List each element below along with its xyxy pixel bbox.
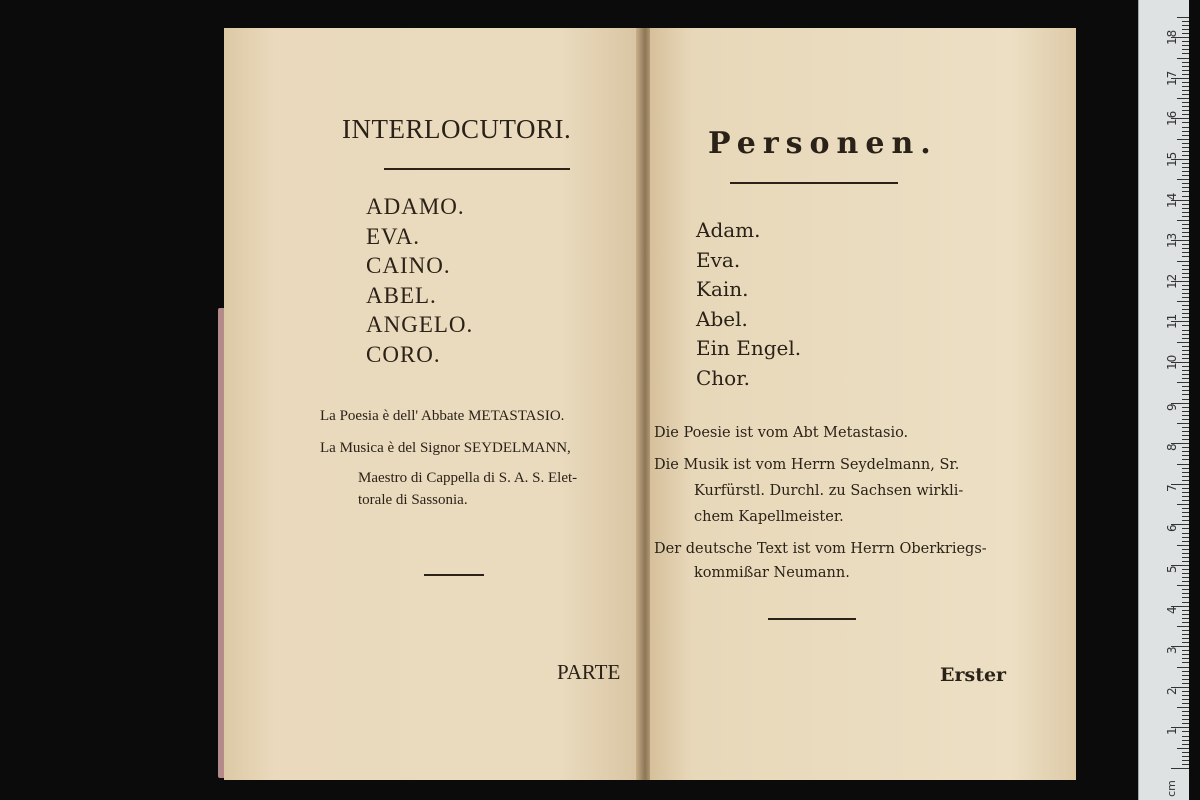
ruler-tick bbox=[1182, 679, 1189, 680]
ruler-tick bbox=[1182, 703, 1189, 704]
character-name: Kain. bbox=[696, 277, 749, 301]
ruler-label: 8 bbox=[1165, 443, 1179, 452]
ruler-tick bbox=[1182, 86, 1189, 87]
show-through-text bbox=[524, 218, 529, 241]
ruler-tick bbox=[1182, 711, 1189, 712]
ruler-tick bbox=[1177, 17, 1189, 18]
ruler-tick bbox=[1182, 573, 1189, 574]
ruler-tick bbox=[1182, 82, 1189, 83]
ruler-tick bbox=[1182, 695, 1189, 696]
character-name: Chor. bbox=[696, 365, 750, 390]
ruler-tick bbox=[1182, 191, 1189, 192]
ruler-tick bbox=[1182, 654, 1189, 655]
ruler-tick bbox=[1182, 683, 1189, 684]
ruler-tick bbox=[1182, 252, 1189, 253]
ruler-tick bbox=[1182, 699, 1189, 700]
ruler-tick bbox=[1182, 435, 1189, 436]
ruler-tick bbox=[1177, 179, 1189, 180]
ruler-tick bbox=[1182, 752, 1189, 753]
ruler-tick bbox=[1182, 277, 1189, 278]
ruler-tick bbox=[1182, 740, 1189, 741]
end-rule bbox=[768, 618, 856, 620]
credit-text-line-2: kommißar Neumann. bbox=[694, 565, 850, 581]
left-page bbox=[224, 28, 642, 780]
ruler-tick bbox=[1182, 468, 1189, 469]
ruler-tick bbox=[1182, 163, 1189, 164]
ruler-tick bbox=[1182, 127, 1189, 128]
ruler-label: 5 bbox=[1165, 565, 1179, 573]
credit-music-line-2: Kurfürstl. Durchl. zu Sachsen wirkli- bbox=[694, 483, 964, 499]
ruler-tick bbox=[1182, 736, 1189, 737]
ruler-tick bbox=[1182, 171, 1189, 172]
page-heading-italian: INTERLOCUTORI. bbox=[342, 114, 572, 144]
ruler-tick bbox=[1182, 187, 1189, 188]
ruler-tick bbox=[1182, 557, 1189, 558]
ruler-tick bbox=[1182, 325, 1189, 326]
ruler-tick bbox=[1182, 244, 1189, 245]
ruler-tick bbox=[1182, 618, 1189, 619]
ruler-tick bbox=[1182, 455, 1189, 456]
ruler-tick bbox=[1182, 638, 1189, 639]
ruler-tick bbox=[1182, 346, 1189, 347]
ruler-tick bbox=[1182, 25, 1189, 26]
ruler-tick bbox=[1182, 256, 1189, 257]
ruler-label: 11 bbox=[1165, 314, 1179, 330]
ruler-tick bbox=[1177, 707, 1189, 708]
ruler-tick bbox=[1182, 488, 1189, 489]
ruler-tick bbox=[1182, 269, 1189, 270]
ruler-tick bbox=[1182, 216, 1189, 217]
ruler-tick bbox=[1182, 53, 1189, 54]
ruler-tick bbox=[1182, 642, 1189, 643]
ruler-label: 4 bbox=[1165, 605, 1179, 614]
ruler-tick bbox=[1182, 293, 1189, 294]
ruler-tick bbox=[1182, 658, 1189, 659]
catchword-erster: Erster bbox=[940, 664, 1007, 686]
ruler-tick bbox=[1182, 549, 1189, 550]
ruler-tick bbox=[1182, 309, 1189, 310]
ruler-tick bbox=[1177, 545, 1189, 546]
ruler-tick bbox=[1182, 49, 1189, 50]
ruler-tick bbox=[1171, 768, 1189, 769]
ruler-tick bbox=[1182, 232, 1189, 233]
ruler-tick bbox=[1182, 122, 1189, 123]
ruler-tick bbox=[1182, 447, 1189, 448]
ruler-tick bbox=[1182, 744, 1189, 745]
ruler-tick bbox=[1182, 415, 1189, 416]
ruler-tick bbox=[1182, 70, 1189, 71]
character-name: Eva. bbox=[696, 247, 741, 272]
ruler-tick bbox=[1182, 537, 1189, 538]
ruler-label: 12 bbox=[1165, 273, 1179, 289]
ruler-tick bbox=[1182, 29, 1189, 30]
ruler-unit-label: cm bbox=[1164, 780, 1178, 797]
ruler-tick bbox=[1182, 597, 1189, 598]
ruler-tick bbox=[1182, 350, 1189, 351]
ruler-tick bbox=[1177, 382, 1189, 383]
ruler-tick bbox=[1182, 533, 1189, 534]
credit-music-line-3: chem Kapellmeister. bbox=[694, 509, 844, 525]
ruler-tick bbox=[1182, 496, 1189, 497]
ruler-tick bbox=[1182, 313, 1189, 314]
ruler-tick bbox=[1182, 614, 1189, 615]
ruler-tick bbox=[1182, 41, 1189, 42]
measurement-ruler bbox=[1138, 0, 1189, 800]
ruler-tick bbox=[1182, 561, 1189, 562]
ruler-tick bbox=[1177, 139, 1189, 140]
ruler-tick bbox=[1182, 147, 1189, 148]
ruler-tick bbox=[1182, 236, 1189, 237]
ruler-tick bbox=[1182, 305, 1189, 306]
ruler-tick bbox=[1182, 131, 1189, 132]
ruler-tick bbox=[1182, 204, 1189, 205]
heading-rule bbox=[384, 168, 570, 170]
ruler-tick bbox=[1182, 731, 1189, 732]
ruler-tick bbox=[1182, 715, 1189, 716]
ruler-tick bbox=[1182, 577, 1189, 578]
ruler-tick bbox=[1182, 451, 1189, 452]
ruler-tick bbox=[1182, 427, 1189, 428]
ruler-tick bbox=[1182, 760, 1189, 761]
catchword-parte: PARTE bbox=[557, 660, 621, 684]
ruler-label: 3 bbox=[1165, 646, 1179, 655]
ruler-tick bbox=[1182, 500, 1189, 501]
ruler-label: 7 bbox=[1165, 484, 1179, 492]
ruler-tick bbox=[1182, 167, 1189, 168]
ruler-tick bbox=[1182, 386, 1189, 387]
ruler-tick bbox=[1182, 74, 1189, 75]
ruler-label: 15 bbox=[1165, 151, 1179, 167]
ruler-tick bbox=[1177, 98, 1189, 99]
ruler-tick bbox=[1182, 143, 1189, 144]
ruler-tick bbox=[1182, 419, 1189, 420]
ruler-tick bbox=[1182, 224, 1189, 225]
ruler-label: 9 bbox=[1165, 402, 1179, 411]
ruler-tick bbox=[1182, 634, 1189, 635]
ruler-tick bbox=[1182, 106, 1189, 107]
ruler-tick bbox=[1182, 764, 1189, 765]
ruler-tick bbox=[1182, 480, 1189, 481]
credit-music-line-1: Die Musik ist vom Herrn Seydelmann, Sr. bbox=[654, 457, 960, 473]
ruler-tick bbox=[1182, 102, 1189, 103]
ruler-tick bbox=[1182, 476, 1189, 477]
ruler-tick bbox=[1182, 45, 1189, 46]
ruler-tick bbox=[1182, 21, 1189, 22]
character-list-german bbox=[696, 216, 801, 393]
ruler-tick bbox=[1182, 212, 1189, 213]
ruler-tick bbox=[1182, 228, 1189, 229]
ruler-tick bbox=[1182, 317, 1189, 318]
page-heading-german: Personen. bbox=[708, 126, 938, 161]
heading-rule bbox=[730, 182, 898, 184]
ruler-tick bbox=[1182, 411, 1189, 412]
ruler-tick bbox=[1182, 155, 1189, 156]
ruler-tick bbox=[1182, 110, 1189, 111]
ruler-tick bbox=[1182, 719, 1189, 720]
ruler-tick bbox=[1182, 66, 1189, 67]
ruler-tick bbox=[1182, 541, 1189, 542]
ruler-tick bbox=[1182, 516, 1189, 517]
ruler-tick bbox=[1182, 135, 1189, 136]
ruler-tick bbox=[1182, 354, 1189, 355]
ruler-tick bbox=[1182, 208, 1189, 209]
ruler-tick bbox=[1182, 394, 1189, 395]
ruler-tick bbox=[1182, 593, 1189, 594]
ruler-tick bbox=[1182, 297, 1189, 298]
ruler-tick bbox=[1182, 151, 1189, 152]
ruler-tick bbox=[1177, 342, 1189, 343]
credit-music-line-1: La Musica è del Signor SEYDELMANN, bbox=[320, 440, 571, 456]
ruler-tick bbox=[1182, 33, 1189, 34]
character-name: Ein Engel. bbox=[696, 336, 802, 360]
ruler-tick bbox=[1182, 439, 1189, 440]
ruler-tick bbox=[1182, 723, 1189, 724]
ruler-tick bbox=[1182, 366, 1189, 367]
ruler-tick bbox=[1182, 508, 1189, 509]
character-name: CAINO. bbox=[366, 253, 451, 278]
ruler-tick bbox=[1182, 528, 1189, 529]
character-name: ADAMO. bbox=[366, 194, 465, 219]
ruler-tick bbox=[1177, 585, 1189, 586]
ruler-tick bbox=[1182, 756, 1189, 757]
ruler-tick bbox=[1182, 248, 1189, 249]
credit-music-line-3: torale di Sassonia. bbox=[358, 492, 468, 508]
ruler-tick bbox=[1182, 407, 1189, 408]
end-rule bbox=[424, 574, 484, 576]
character-name: ABEL. bbox=[366, 282, 437, 308]
ruler-tick bbox=[1177, 220, 1189, 221]
ruler-tick bbox=[1177, 58, 1189, 59]
ruler-tick bbox=[1182, 520, 1189, 521]
ruler-tick bbox=[1182, 94, 1189, 95]
ruler-tick bbox=[1182, 273, 1189, 274]
ruler-tick bbox=[1177, 626, 1189, 627]
ruler-tick bbox=[1182, 662, 1189, 663]
ruler-tick bbox=[1182, 399, 1189, 400]
ruler-tick bbox=[1177, 667, 1189, 668]
ruler-tick bbox=[1182, 472, 1189, 473]
ruler-label: 1 bbox=[1165, 727, 1179, 736]
character-name: Adam. bbox=[696, 218, 761, 242]
ruler-tick bbox=[1182, 175, 1189, 176]
character-name: Abel. bbox=[696, 306, 748, 331]
ruler-tick bbox=[1182, 330, 1189, 331]
ruler-tick bbox=[1182, 630, 1189, 631]
character-list-italian bbox=[366, 192, 473, 369]
ruler-tick bbox=[1182, 378, 1189, 379]
ruler-label: 13 bbox=[1165, 232, 1179, 249]
ruler-tick bbox=[1177, 423, 1189, 424]
ruler-tick bbox=[1182, 492, 1189, 493]
credit-text-line-1: Der deutsche Text ist vom Herrn Oberkriegs- bbox=[654, 541, 987, 557]
ruler-tick bbox=[1177, 504, 1189, 505]
ruler-tick bbox=[1182, 671, 1189, 672]
ruler-tick bbox=[1182, 589, 1189, 590]
ruler-tick bbox=[1182, 675, 1189, 676]
ruler-tick bbox=[1182, 62, 1189, 63]
ruler-label: 18 bbox=[1165, 29, 1179, 46]
ruler-tick bbox=[1182, 581, 1189, 582]
ruler-tick bbox=[1182, 370, 1189, 371]
character-name: EVA. bbox=[366, 223, 421, 249]
ruler-tick bbox=[1182, 196, 1189, 197]
ruler-label: 2 bbox=[1165, 687, 1179, 695]
character-name: CORO. bbox=[366, 341, 441, 367]
ruler-tick bbox=[1182, 285, 1189, 286]
ruler-tick bbox=[1182, 650, 1189, 651]
ruler-tick bbox=[1182, 374, 1189, 375]
ruler-tick bbox=[1177, 301, 1189, 302]
credit-poetry-german: Die Poesie ist vom Abt Metastasio. bbox=[654, 425, 909, 441]
ruler-label: 17 bbox=[1165, 70, 1179, 86]
ruler-tick bbox=[1182, 553, 1189, 554]
ruler-tick bbox=[1182, 459, 1189, 460]
ruler-tick bbox=[1182, 334, 1189, 335]
credit-poetry-italian: La Poesia è dell' Abbate METASTASIO. bbox=[320, 408, 565, 424]
ruler-tick bbox=[1182, 569, 1189, 570]
ruler-label: 6 bbox=[1165, 524, 1179, 533]
ruler-label: 16 bbox=[1165, 111, 1179, 127]
open-book bbox=[224, 28, 1076, 780]
right-page bbox=[650, 28, 1076, 780]
ruler-label: 10 bbox=[1165, 354, 1179, 370]
character-name: ANGELO. bbox=[366, 312, 474, 337]
ruler-label: 14 bbox=[1165, 192, 1179, 208]
ruler-tick bbox=[1182, 691, 1189, 692]
ruler-tick bbox=[1182, 622, 1189, 623]
ruler-tick bbox=[1177, 748, 1189, 749]
ruler-tick bbox=[1177, 464, 1189, 465]
ruler-tick bbox=[1182, 265, 1189, 266]
ruler-tick bbox=[1182, 289, 1189, 290]
ruler-tick bbox=[1182, 114, 1189, 115]
ruler-tick bbox=[1182, 602, 1189, 603]
ruler-tick bbox=[1182, 358, 1189, 359]
ruler-tick bbox=[1182, 390, 1189, 391]
ruler-tick bbox=[1182, 431, 1189, 432]
ruler-tick bbox=[1182, 338, 1189, 339]
credit-music-line-2: Maestro di Cappella di S. A. S. Elet- bbox=[358, 470, 578, 486]
ruler-tick bbox=[1182, 183, 1189, 184]
ruler-tick bbox=[1182, 90, 1189, 91]
ruler-tick bbox=[1182, 610, 1189, 611]
ruler-tick bbox=[1177, 261, 1189, 262]
ruler-tick bbox=[1182, 512, 1189, 513]
